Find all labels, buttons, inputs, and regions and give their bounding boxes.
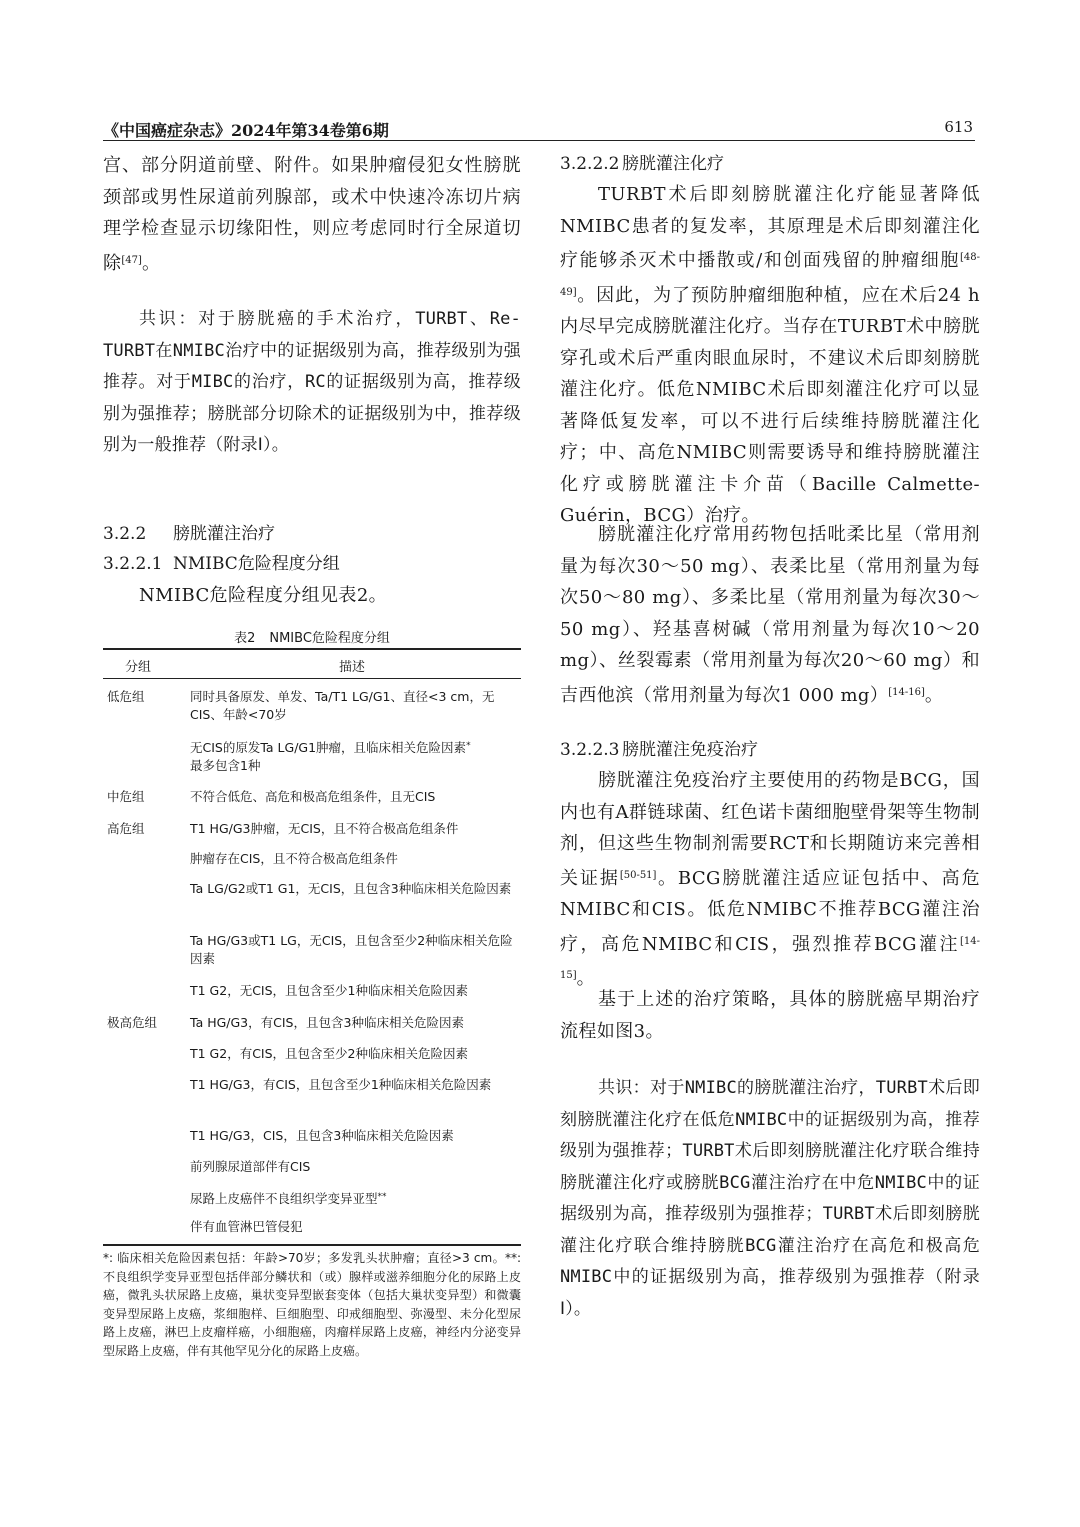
citation: [50-51] <box>619 869 657 881</box>
paragraph-cystectomy-end: 宫、部分阴道前壁、附件。如果肿瘤侵犯女性膀胱颈部或男性尿道前列腺部，或术中快速冷冻切片病理学检查显示切缘阳性，则应考虑同时行全尿道切除[47]。 <box>103 155 521 274</box>
table-top-rule <box>103 648 521 650</box>
cell-group: 极高危组 <box>107 1015 158 1030</box>
consensus-intravesical: 共识：对于NMIBC的膀胱灌注治疗，TURBT术后即刻膀胱灌注化疗在低危NMIBC中的证据级别为高，推荐级别为强推荐；TURBT术后即刻膀胱灌注化疗联合维持膀胱灌注化疗或膀胱BCG灌注治疗在中危NMIBC中的证据级别为高，推荐级别为强推荐；TURBT术后即刻膀胱灌注化疗联合维持膀胱BCG灌注治疗在高危和极高危NMIBC中的证据级别为高，推荐级别为强推荐（附录Ⅰ）。 <box>560 1078 980 1319</box>
cell-description: T1 HG/G3肿瘤，无CIS，且不符合极高危组条件 <box>190 821 459 836</box>
citation: [14-16] <box>888 686 925 698</box>
cell-description: 前列腺尿道部伴有CIS <box>190 1159 311 1174</box>
section-heading-3-2-2-3: 3.2.2.3 膀胱灌注免疫治疗 <box>560 740 758 760</box>
cell-group: 高危组 <box>107 821 145 836</box>
paragraph-intravesical-chemo: TURBT术后即刻膀胱灌注化疗能显著降低NMIBC患者的复发率，其原理是术后即刻灌注化疗能够杀灭术中播散或/和创面残留的肿瘤细胞[48-49]。因此，为了预防肿瘤细胞种植，应在术后24 h内尽早完成膀胱灌注化疗。当存在TURBT术中膀胱穿孔或术后严重肉眼血尿时，不建议术后即刻膀胱灌注化疗。低危NMIBC术后即刻灌注化疗可以显著降低复发率，可以不进行后续维持膀胱灌注化疗；中、高危NMIBC则需要诱导和维持膀胱灌注化疗或膀胱灌注卡介苗（Bacille Calmette-Guérin，BCG）治疗。 <box>560 184 980 526</box>
section-heading-3-2-2: 3.2.2 膀胱灌注治疗 <box>103 524 275 544</box>
cell-description: 同时具备原发、单发、Ta/T1 LG/G1、直径<3 cm，无CIS、年龄<70岁 <box>190 689 495 722</box>
cell-description: 伴有血管淋巴管侵犯 <box>190 1219 303 1234</box>
citation: [47] <box>121 254 142 266</box>
table-bottom-rule <box>103 1244 521 1246</box>
table-footnote: *: 临床相关危险因素包括：年龄>70岁；多发乳头状肿瘤；直径>3 cm。**: 不良组织学变异亚型包括伴部分鳞状和（或）腺样或滋养细胞分化的尿路上皮癌，微乳头状尿路上皮癌，巢状变异型嵌套变体（包括大巢状变异型）和微囊变异型尿路上皮癌，浆细胞样、巨细胞型、印戒细胞型、弥漫型、未分化型尿路上皮癌，淋巴上皮瘤样癌，小细胞癌，肉瘤样尿路上皮癌，神经内分泌变异型尿路上皮癌，伴有其他罕见分化的尿路上皮癌。 <box>103 1251 521 1358</box>
paragraph-chemo-drugs: 膀胱灌注化疗常用药物包括吡柔比星（常用剂量为每次30～50 mg）、表柔比星（常用剂量为每次50～80 mg）、多柔比星（常用剂量为每次30～50 mg）、羟基喜树碱（常用剂量为每次10～20 mg）、丝裂霉素（常用剂量为每次20～60 mg）和吉西他滨（常用剂量为每次1 000 mg）[14-16]。 <box>560 524 980 706</box>
cell-description: Ta LG/G2或T1 G1，无CIS，且包含3种临床相关危险因素 <box>190 881 512 896</box>
paragraph-table-ref: NMIBC危险程度分组见表2。 <box>139 585 388 606</box>
section-heading-3-2-2-1: 3.2.2.1 NMIBC危险程度分组 <box>103 554 340 574</box>
cell-description: Ta HG/G3或T1 LG，无CIS，且包含至少2种临床相关危险因素 <box>190 933 513 966</box>
cell-description: 无CIS的原发Ta LG/G1肿瘤，且临床相关危险因素* 最多包含1种 <box>190 740 471 773</box>
paragraph-bcg-immunotherapy: 膀胱灌注免疫治疗主要使用的药物是BCG，国内也有A群链球菌、红色诺卡菌细胞壁骨架等生物制剂，但这些生物制剂需要RCT和长期随访来完善相关证据[50-51]。BCG膀胱灌注适应证包括中、高危NMIBC和CIS。低危NMIBC不推荐BCG灌注治疗，高危NMIBC和CIS，强烈推荐BCG灌注[14-15]。 <box>560 770 980 989</box>
paragraph-treatment-flow: 基于上述的治疗策略，具体的膀胱癌早期治疗流程如图3。 <box>560 989 980 1042</box>
cell-description: T1 G2，无CIS，且包含至少1种临床相关危险因素 <box>190 983 469 998</box>
consensus-surgery: 共识：对于膀胱癌的手术治疗，TURBT、Re-TURBT在NMIBC治疗中的证据级别为高，推荐级别为强推荐。对于MIBC的治疗，RC的证据级别为高，推荐级别为强推荐；膀胱部分切除术的证据级别为中，推荐级别为一般推荐（附录Ⅰ）。 <box>103 309 521 455</box>
cell-description: 尿路上皮癌伴不良组织学变异亚型** <box>190 1191 387 1206</box>
table-caption: 表2 NMIBC危险程度分组 <box>234 631 390 646</box>
section-heading-3-2-2-2: 3.2.2.2 膀胱灌注化疗 <box>560 154 724 174</box>
journal-title: 《中国癌症杂志》2024年第34卷第6期 <box>103 121 389 140</box>
cell-description: 不符合低危、高危和极高危组条件，且无CIS <box>190 789 436 804</box>
cell-description: 肿瘤存在CIS，且不符合极高危组条件 <box>190 851 398 866</box>
table-header-group: 分组 <box>125 660 152 675</box>
cell-group: 中危组 <box>107 789 145 804</box>
table-header-description: 描述 <box>339 660 366 675</box>
cell-description: Ta HG/G3，有CIS，且包含3种临床相关危险因素 <box>190 1015 464 1030</box>
citation: [14-15] <box>560 935 980 981</box>
table-header-rule <box>103 678 521 679</box>
page-number: 613 <box>944 118 973 136</box>
running-header <box>103 118 975 141</box>
citation: [48-49] <box>560 252 980 298</box>
cell-description: T1 G2，有CIS，且包含至少2种临床相关危险因素 <box>190 1046 469 1061</box>
cell-description: T1 HG/G3，CIS，且包含3种临床相关危险因素 <box>190 1128 454 1143</box>
cell-description: T1 HG/G3，有CIS，且包含至少1种临床相关危险因素 <box>190 1077 492 1092</box>
cell-group: 低危组 <box>107 689 145 704</box>
